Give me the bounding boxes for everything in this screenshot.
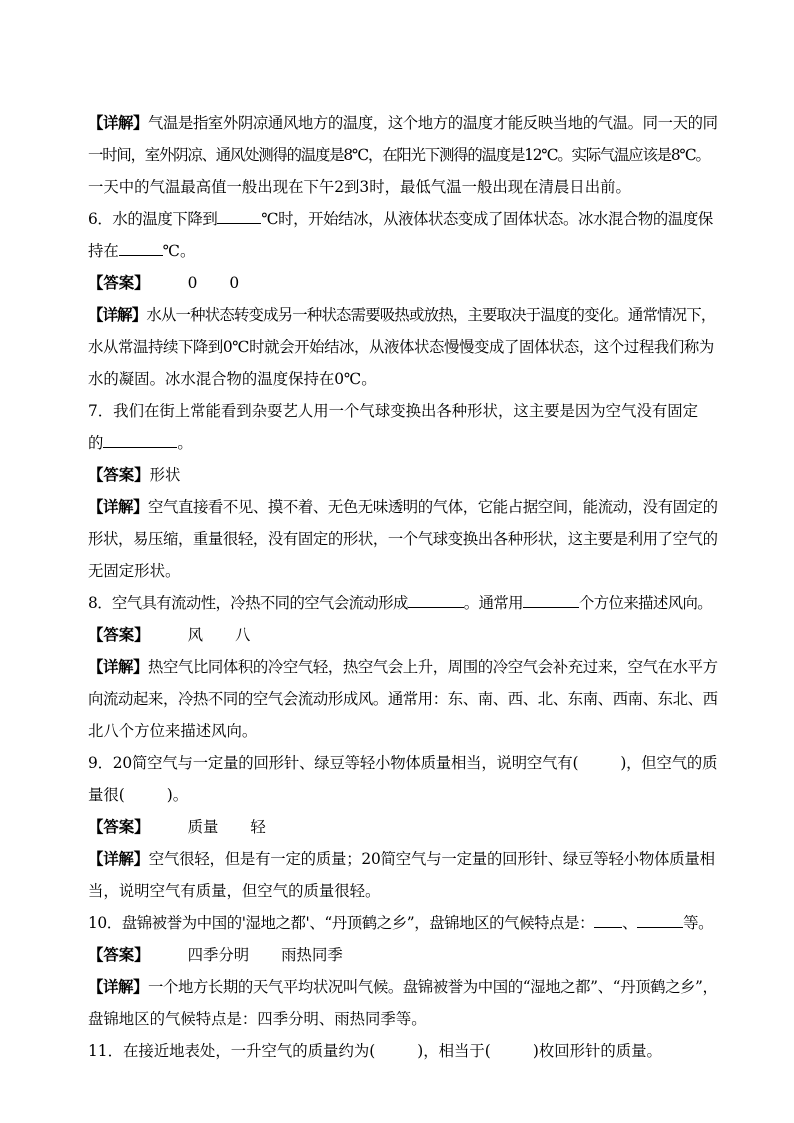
q7-detail-line-1: 【详解】空气直接看不见、摸不着、无色无味透明的气体，它能占据空间，能流动，没有固定的 [88, 498, 718, 516]
fill-blank [408, 593, 464, 608]
answer-label: 【答案】 [88, 274, 150, 292]
q5-detail-line-3: 一天中的气温最高值一般出现在下午2到3时，最低气温一般出现在清晨日出前。 [88, 178, 631, 196]
q9-question-line-1: 9．20简空气与一定量的回形针、绿豆等轻小物体质量相当，说明空气有( )，但空气的质 [88, 754, 718, 772]
answer-value: 四季分明 [187, 946, 250, 964]
answer-label: 【答案】 [88, 466, 150, 484]
answer-value: 形状 [149, 466, 181, 484]
q9-detail-line-1: 【详解】空气很轻，但是有一定的质量；20简空气与一定量的回形针、绿豆等轻小物体质量相 [88, 850, 715, 868]
q7-question-line-1: 7．我们在街上常能看到杂耍艺人用一个气球变换出各种形状，这主要是因为空气没有固定 [88, 402, 699, 420]
q9-detail-line-2: 当，说明空气有质量，但空气的质量很轻。 [88, 882, 381, 900]
detail-label: 【详解】 [88, 114, 148, 132]
q5-detail-line-2: 一时间，室外阴凉、通风处测得的温度是8℃，在阳光下测得的温度是12℃。实际气温应该是8℃。 [88, 146, 710, 164]
q7-detail-line-2: 形状，易压缩，重量很轻，没有固定的形状，一个气球变换出各种形状，这主要是利用了空气的 [88, 530, 718, 548]
q7-question-line-2: 的 。 [88, 434, 193, 452]
q6-question-line-1: 6．水的温度下降到 ℃时，开始结冰，从液体状态变成了固体状态。冰水混合物的温度保 [88, 210, 713, 228]
answer-value: 质量 [187, 818, 219, 836]
fill-blank [637, 913, 683, 928]
q8-question: 8．空气具有流动性，冷热不同的空气会流动形成 。通常用 个方位来描述风向。 [88, 594, 713, 612]
answer-value: 0 [229, 274, 240, 292]
q10-detail-line-1: 【详解】一个地方长期的天气平均状况叫气候。盘锦被誉为中国的“湿地之都”、“丹顶鹤之乡”， [88, 978, 718, 996]
detail-label: 【详解】 [88, 498, 148, 516]
answer-value: 轻 [250, 818, 266, 836]
detail-label: 【详解】 [88, 658, 148, 676]
q6-question-line-2: 持在 ℃。 [88, 242, 196, 260]
q11-question: 11．在接近地表处，一升空气的质量约为( )，相当于( )枚回形针的质量。 [88, 1042, 662, 1060]
fill-blank [119, 241, 163, 256]
q6-detail-line-2: 水从常温持续下降到0℃时就会开始结冰，从液体状态慢慢变成了固体状态，这个过程我们称为 [88, 338, 714, 356]
fill-blank [523, 593, 579, 608]
answer-label: 【答案】 [88, 818, 150, 836]
answer-value: 八 [234, 626, 251, 644]
q9-question-line-2: 量很( )。 [88, 786, 189, 804]
q5-detail-line-1: 【详解】气温是指室外阴凉通风地方的温度，这个地方的温度才能反映当地的气温。同一天的同 [88, 114, 718, 132]
fill-blank [217, 209, 261, 224]
detail-label: 【详解】 [88, 850, 149, 868]
fill-blank [594, 913, 622, 928]
answer-value: 风 [187, 626, 203, 644]
q10-question: 10．盘锦被誉为中国的'湿地之都'、“丹顶鹤之乡”，盘锦地区的气候特点是： 、 等。 [88, 914, 714, 932]
detail-label: 【详解】 [88, 306, 147, 324]
q6-answer [88, 273, 239, 293]
q6-detail-line-3: 水的凝固。冰水混合物的温度保持在0℃。 [88, 370, 377, 388]
q7-detail-line-3: 无固定形状。 [88, 562, 181, 580]
q8-detail-line-3: 北八个方位来描述风向。 [88, 722, 258, 740]
q8-answer [88, 625, 250, 645]
q7-answer [88, 465, 180, 485]
answer-label: 【答案】 [88, 626, 150, 644]
answer-value: 雨热同季 [281, 946, 343, 964]
fill-blank [103, 433, 177, 448]
q6-detail-line-1: 【详解】水从一种状态转变成另一种状态需要吸热或放热，主要取决于温度的变化。通常情况下， [88, 306, 716, 324]
q8-detail-line-2: 向流动起来，冷热不同的空气会流动形成风。通常用：东、南、西、北、东南、西南、东北、西 [88, 690, 718, 708]
q10-answer [88, 945, 343, 965]
answer-value: 0 [187, 274, 198, 292]
q8-detail-line-1: 【详解】热空气比同体积的冷空气轻，热空气会上升，周围的冷空气会补充过来，空气在水平方 [88, 658, 718, 676]
q10-detail-line-2: 盘锦地区的气候特点是：四季分明、雨热同季等。 [88, 1010, 427, 1028]
detail-label: 【详解】 [88, 978, 148, 996]
q9-answer [88, 817, 266, 837]
answer-label: 【答案】 [88, 946, 150, 964]
